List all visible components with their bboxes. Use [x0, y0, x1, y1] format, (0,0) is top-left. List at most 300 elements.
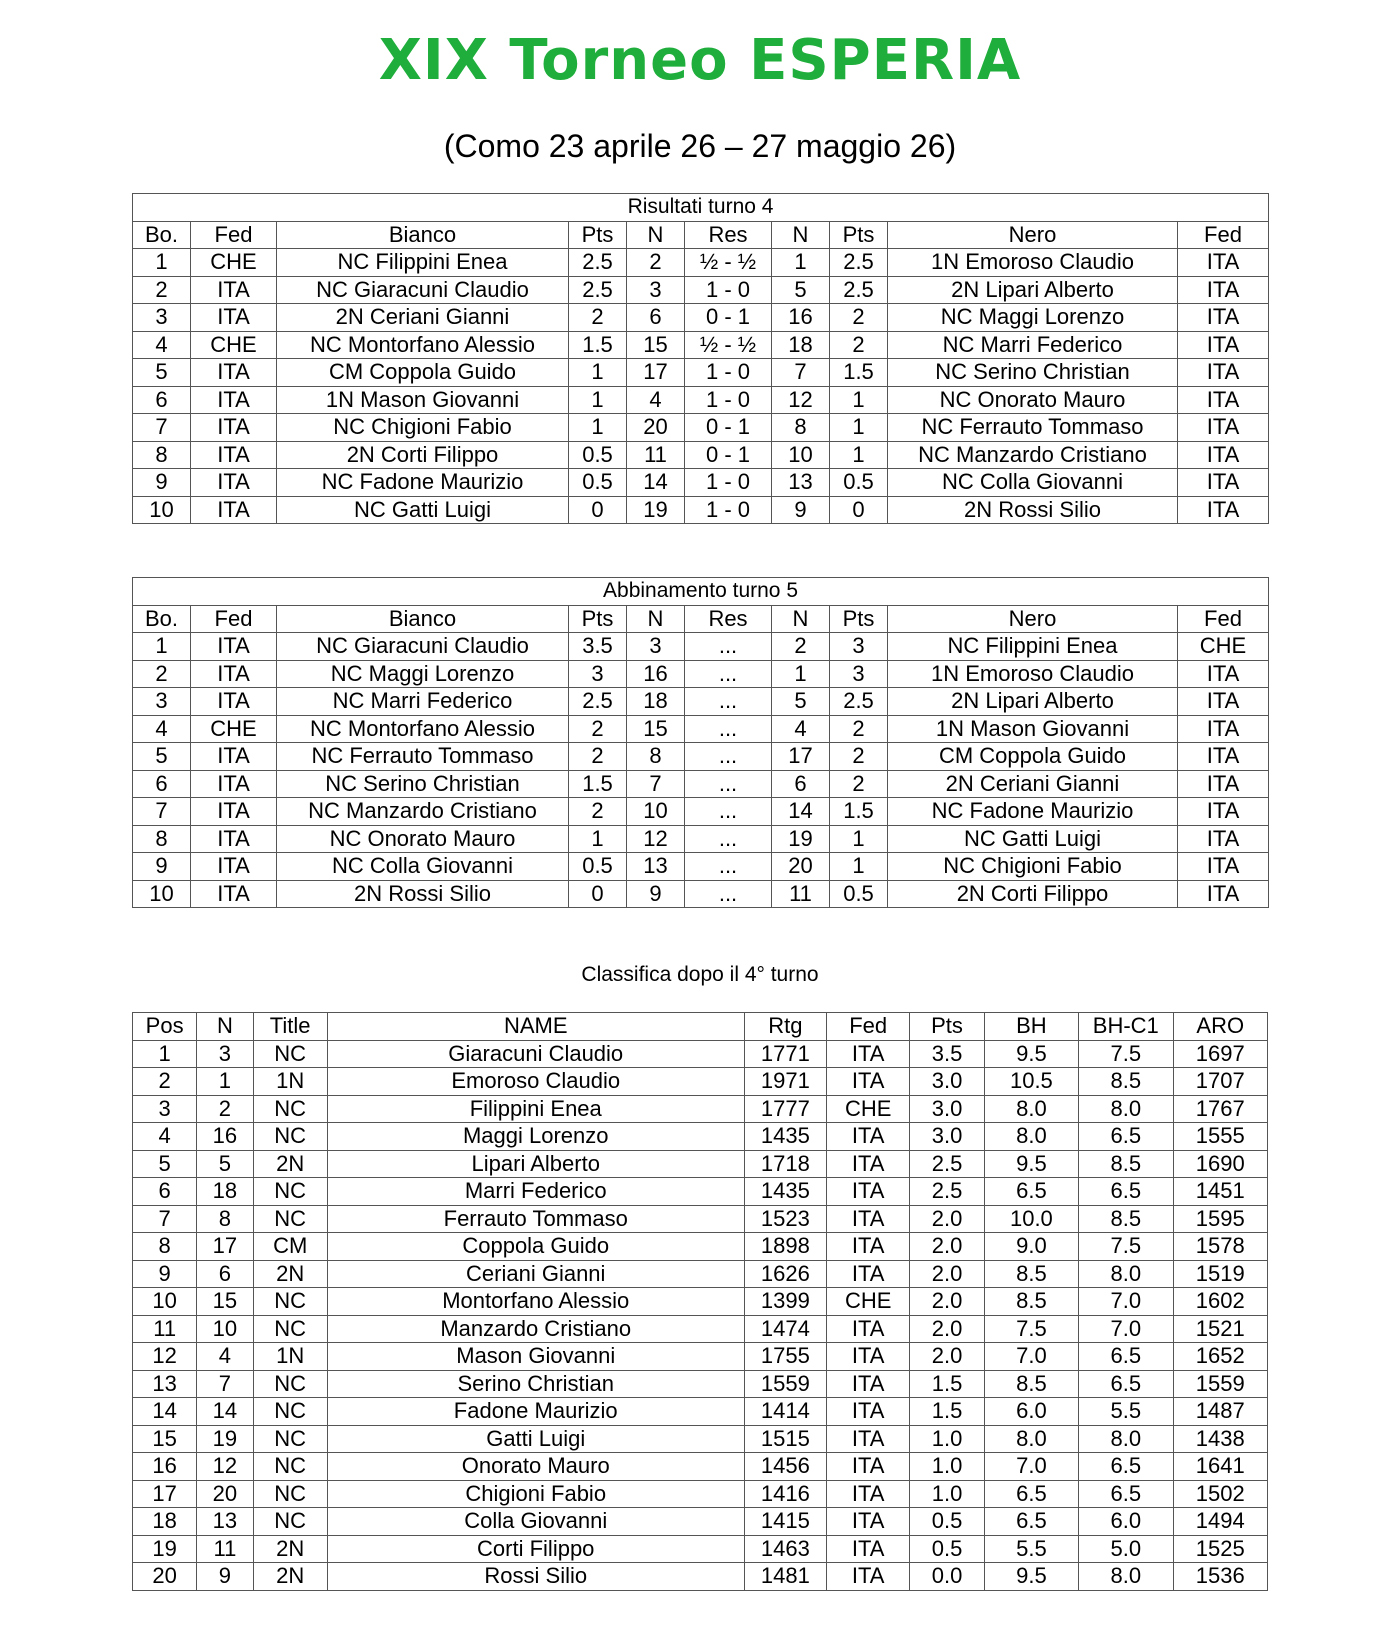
table-cell: 9: [133, 853, 191, 881]
header-cell: NAME: [327, 1013, 744, 1041]
table-cell: Chigioni Fabio: [327, 1480, 744, 1508]
table-cell: 8.5: [1079, 1068, 1173, 1096]
table-cell: ITA: [827, 1425, 910, 1453]
table-cell: 1438: [1173, 1425, 1268, 1453]
table-cell: 3: [133, 1095, 197, 1123]
table-cell: 16: [772, 304, 830, 332]
table-cell: 10: [772, 441, 830, 469]
pairings-caption: Abbinamento turno 5: [133, 578, 1269, 606]
table-cell: 0 - 1: [685, 304, 772, 332]
table-cell: ITA: [1178, 715, 1269, 743]
standings-header-row: [133, 1013, 1268, 1041]
table-cell: NC: [253, 1095, 327, 1123]
table-cell: Manzardo Cristiano: [327, 1315, 744, 1343]
results-row: [133, 304, 1269, 332]
standings-table: [132, 1012, 1268, 1591]
table-cell: NC Fadone Maurizio: [277, 469, 569, 497]
table-cell: ...: [685, 715, 772, 743]
table-cell: 9: [197, 1563, 253, 1591]
table-cell: ITA: [1178, 386, 1269, 414]
table-cell: 3.5: [910, 1040, 984, 1068]
table-cell: Ceriani Gianni: [327, 1260, 744, 1288]
table-cell: ITA: [191, 276, 277, 304]
standings-row: [133, 1233, 1268, 1261]
table-cell: 1690: [1173, 1150, 1268, 1178]
table-cell: CHE: [191, 331, 277, 359]
table-cell: NC Maggi Lorenzo: [277, 660, 569, 688]
table-cell: 1: [772, 660, 830, 688]
table-cell: 0: [830, 496, 888, 524]
table-cell: 0.5: [569, 469, 627, 497]
table-cell: ITA: [1178, 441, 1269, 469]
table-cell: 1: [772, 249, 830, 277]
table-cell: 2N Lipari Alberto: [888, 276, 1178, 304]
results-caption: Risultati turno 4: [133, 194, 1269, 222]
standings-row: [133, 1178, 1268, 1206]
table-cell: 1474: [744, 1315, 826, 1343]
table-cell: 3.0: [910, 1095, 984, 1123]
table-cell: 16: [197, 1123, 253, 1151]
table-cell: 1521: [1173, 1315, 1268, 1343]
table-cell: ITA: [827, 1178, 910, 1206]
standings-row: [133, 1068, 1268, 1096]
header-cell: Fed: [1178, 221, 1269, 249]
standings-row: [133, 1343, 1268, 1371]
table-cell: ITA: [191, 414, 277, 442]
table-cell: 15: [197, 1288, 253, 1316]
table-cell: 1435: [744, 1123, 826, 1151]
header-cell: Fed: [191, 605, 277, 633]
table-cell: ...: [685, 633, 772, 661]
table-cell: NC: [253, 1425, 327, 1453]
table-cell: 2.0: [910, 1233, 984, 1261]
table-cell: 2: [830, 743, 888, 771]
table-cell: 2: [830, 331, 888, 359]
results-row: [133, 359, 1269, 387]
table-cell: 8: [133, 441, 191, 469]
table-cell: 1: [830, 441, 888, 469]
table-cell: 2: [569, 304, 627, 332]
header-cell: ARO: [1173, 1013, 1268, 1041]
table-cell: 0: [569, 496, 627, 524]
table-cell: Colla Giovanni: [327, 1508, 744, 1536]
table-cell: NC Serino Christian: [888, 359, 1178, 387]
table-cell: 1.5: [830, 798, 888, 826]
table-cell: 13: [197, 1508, 253, 1536]
table-cell: ITA: [1178, 853, 1269, 881]
table-cell: 10: [197, 1315, 253, 1343]
table-cell: 1641: [1173, 1453, 1268, 1481]
table-cell: NC: [253, 1288, 327, 1316]
table-cell: 2: [830, 304, 888, 332]
table-cell: 2N: [253, 1535, 327, 1563]
table-cell: 1626: [744, 1260, 826, 1288]
results-row: [133, 414, 1269, 442]
table-cell: 6: [772, 770, 830, 798]
table-cell: 2N Corti Filippo: [277, 441, 569, 469]
table-cell: Serino Christian: [327, 1370, 744, 1398]
table-cell: 1414: [744, 1398, 826, 1426]
table-cell: 3.0: [910, 1068, 984, 1096]
table-cell: 12: [627, 825, 685, 853]
table-cell: ITA: [827, 1535, 910, 1563]
table-cell: 1: [569, 386, 627, 414]
table-cell: 1.5: [830, 359, 888, 387]
table-cell: 20: [197, 1480, 253, 1508]
header-cell: Pts: [910, 1013, 984, 1041]
table-cell: 2N Ceriani Gianni: [888, 770, 1178, 798]
table-cell: 1: [569, 825, 627, 853]
header-cell: Bianco: [277, 221, 569, 249]
pairings-row: [133, 798, 1269, 826]
table-cell: CHE: [191, 715, 277, 743]
header-cell: Bo.: [133, 605, 191, 633]
table-cell: 17: [133, 1480, 197, 1508]
table-cell: 1N Mason Giovanni: [888, 715, 1178, 743]
table-cell: ITA: [1178, 414, 1269, 442]
table-cell: 1399: [744, 1288, 826, 1316]
table-cell: ITA: [1178, 249, 1269, 277]
header-cell: Res: [685, 605, 772, 633]
table-cell: 3: [830, 660, 888, 688]
table-cell: 7: [133, 414, 191, 442]
table-cell: ITA: [827, 1040, 910, 1068]
table-cell: 0.5: [830, 469, 888, 497]
standings-row: [133, 1095, 1268, 1123]
table-cell: ITA: [827, 1563, 910, 1591]
table-cell: 8.5: [1079, 1150, 1173, 1178]
table-cell: 6.5: [1079, 1480, 1173, 1508]
results-row: [133, 331, 1269, 359]
table-cell: ITA: [827, 1315, 910, 1343]
table-cell: 1451: [1173, 1178, 1268, 1206]
table-cell: 13: [133, 1370, 197, 1398]
table-cell: Onorato Mauro: [327, 1453, 744, 1481]
standings-row: [133, 1370, 1268, 1398]
table-cell: 4: [772, 715, 830, 743]
table-cell: 2N: [253, 1150, 327, 1178]
pairings-row: [133, 853, 1269, 881]
table-cell: NC Colla Giovanni: [277, 853, 569, 881]
table-cell: ITA: [1178, 743, 1269, 771]
table-cell: Corti Filippo: [327, 1535, 744, 1563]
table-cell: NC: [253, 1508, 327, 1536]
table-cell: 1.0: [910, 1453, 984, 1481]
standings-row: [133, 1425, 1268, 1453]
table-cell: ITA: [1178, 798, 1269, 826]
table-cell: NC Marri Federico: [888, 331, 1178, 359]
results-header-row: [133, 221, 1269, 249]
table-cell: 1N Emoroso Claudio: [888, 249, 1178, 277]
table-cell: 1.5: [910, 1398, 984, 1426]
tournament-title: XIX Torneo ESPERIA: [378, 28, 1022, 93]
table-cell: 2.5: [830, 688, 888, 716]
table-cell: Coppola Guido: [327, 1233, 744, 1261]
table-cell: 18: [197, 1178, 253, 1206]
table-cell: 3: [627, 633, 685, 661]
table-cell: 3: [133, 688, 191, 716]
table-cell: NC Gatti Luigi: [888, 825, 1178, 853]
header-cell: Bianco: [277, 605, 569, 633]
table-cell: NC: [253, 1398, 327, 1426]
table-cell: Ferrauto Tommaso: [327, 1205, 744, 1233]
table-cell: 3.0: [910, 1123, 984, 1151]
table-cell: 2: [627, 249, 685, 277]
table-cell: NC Chigioni Fabio: [888, 853, 1178, 881]
table-cell: 2.5: [569, 688, 627, 716]
table-cell: ...: [685, 853, 772, 881]
table-cell: 6.5: [984, 1480, 1078, 1508]
table-cell: CHE: [191, 249, 277, 277]
table-cell: Giaracuni Claudio: [327, 1040, 744, 1068]
table-cell: 1: [133, 249, 191, 277]
table-cell: 19: [197, 1425, 253, 1453]
table-cell: 10: [133, 880, 191, 908]
table-cell: NC: [253, 1040, 327, 1068]
table-cell: 1697: [1173, 1040, 1268, 1068]
table-cell: ITA: [827, 1453, 910, 1481]
table-cell: 3: [627, 276, 685, 304]
table-cell: 8.5: [984, 1370, 1078, 1398]
table-cell: 3.5: [569, 633, 627, 661]
table-cell: 2N: [253, 1563, 327, 1591]
table-cell: 1: [830, 853, 888, 881]
table-cell: 2N Corti Filippo: [888, 880, 1178, 908]
table-cell: 10: [627, 798, 685, 826]
table-cell: 1536: [1173, 1563, 1268, 1591]
table-cell: 6.5: [1079, 1343, 1173, 1371]
pairings-row: [133, 880, 1269, 908]
table-cell: 16: [627, 660, 685, 688]
table-cell: 6: [133, 386, 191, 414]
table-cell: 0 - 1: [685, 414, 772, 442]
table-cell: 7.0: [1079, 1288, 1173, 1316]
table-cell: NC: [253, 1480, 327, 1508]
table-cell: ITA: [827, 1343, 910, 1371]
table-cell: 1: [830, 386, 888, 414]
table-cell: ...: [685, 660, 772, 688]
header-cell: Nero: [888, 605, 1178, 633]
pairings-header-row: [133, 605, 1269, 633]
table-cell: 8.0: [984, 1123, 1078, 1151]
table-cell: 2: [133, 660, 191, 688]
table-cell: 1898: [744, 1233, 826, 1261]
header-cell: BH: [984, 1013, 1078, 1041]
table-cell: 1N: [253, 1068, 327, 1096]
table-cell: 2: [133, 1068, 197, 1096]
table-cell: NC Gatti Luigi: [277, 496, 569, 524]
table-cell: 14: [133, 1398, 197, 1426]
pairings-row: [133, 688, 1269, 716]
table-cell: 1777: [744, 1095, 826, 1123]
table-cell: 15: [133, 1425, 197, 1453]
table-cell: NC: [253, 1205, 327, 1233]
table-cell: 4: [197, 1343, 253, 1371]
table-cell: 8.0: [1079, 1260, 1173, 1288]
table-cell: Gatti Luigi: [327, 1425, 744, 1453]
table-cell: 2.5: [569, 276, 627, 304]
pairings-row: [133, 633, 1269, 661]
table-cell: 0.5: [569, 853, 627, 881]
table-cell: 13: [772, 469, 830, 497]
table-cell: 5: [772, 276, 830, 304]
table-cell: 20: [772, 853, 830, 881]
standings-row: [133, 1288, 1268, 1316]
table-cell: 8.5: [984, 1288, 1078, 1316]
table-cell: 2: [569, 743, 627, 771]
header-cell: N: [197, 1013, 253, 1041]
table-cell: 1595: [1173, 1205, 1268, 1233]
table-cell: 5.5: [1079, 1398, 1173, 1426]
table-cell: 5: [197, 1150, 253, 1178]
table-cell: 0.5: [910, 1508, 984, 1536]
table-cell: NC Serino Christian: [277, 770, 569, 798]
table-cell: 4: [133, 1123, 197, 1151]
table-cell: 1 - 0: [685, 496, 772, 524]
table-cell: 1767: [1173, 1095, 1268, 1123]
table-cell: 12: [133, 1343, 197, 1371]
standings-row: [133, 1398, 1268, 1426]
results-row: [133, 496, 1269, 524]
table-cell: ITA: [191, 798, 277, 826]
table-cell: 10: [133, 1288, 197, 1316]
table-cell: 1559: [744, 1370, 826, 1398]
table-cell: 6: [627, 304, 685, 332]
table-cell: 9.0: [984, 1233, 1078, 1261]
table-cell: 0.5: [910, 1535, 984, 1563]
table-cell: 8: [197, 1205, 253, 1233]
table-cell: 20: [627, 414, 685, 442]
table-cell: 2.5: [910, 1150, 984, 1178]
header-cell: Pos: [133, 1013, 197, 1041]
table-cell: 7.0: [1079, 1315, 1173, 1343]
table-cell: CHE: [827, 1288, 910, 1316]
table-cell: 2.0: [910, 1205, 984, 1233]
table-cell: 2: [569, 715, 627, 743]
table-cell: 1481: [744, 1563, 826, 1591]
table-cell: NC Filippini Enea: [277, 249, 569, 277]
standings-row: [133, 1480, 1268, 1508]
table-cell: CM Coppola Guido: [277, 359, 569, 387]
table-cell: 3: [569, 660, 627, 688]
table-cell: 8.5: [1079, 1205, 1173, 1233]
table-cell: 6.5: [1079, 1453, 1173, 1481]
table-cell: 12: [772, 386, 830, 414]
header-cell: Fed: [827, 1013, 910, 1041]
table-cell: Marri Federico: [327, 1178, 744, 1206]
table-cell: CM Coppola Guido: [888, 743, 1178, 771]
table-cell: 1 - 0: [685, 359, 772, 387]
table-cell: ITA: [827, 1370, 910, 1398]
table-cell: 2.0: [910, 1260, 984, 1288]
table-cell: ½ - ½: [685, 249, 772, 277]
table-cell: 4: [627, 386, 685, 414]
table-cell: ITA: [191, 743, 277, 771]
table-cell: 6.0: [984, 1398, 1078, 1426]
table-cell: Rossi Silio: [327, 1563, 744, 1591]
table-cell: NC Marri Federico: [277, 688, 569, 716]
table-cell: 11: [133, 1315, 197, 1343]
results-row: [133, 441, 1269, 469]
table-cell: 5: [133, 359, 191, 387]
table-cell: 1.5: [569, 331, 627, 359]
table-cell: ...: [685, 770, 772, 798]
standings-row: [133, 1040, 1268, 1068]
pairings-row: [133, 770, 1269, 798]
table-cell: ITA: [827, 1205, 910, 1233]
table-cell: 9: [772, 496, 830, 524]
table-cell: 2: [830, 715, 888, 743]
table-cell: NC Giaracuni Claudio: [277, 276, 569, 304]
table-cell: 6.5: [984, 1178, 1078, 1206]
table-cell: NC Chigioni Fabio: [277, 414, 569, 442]
table-cell: 0.5: [830, 880, 888, 908]
table-cell: 1: [133, 633, 191, 661]
table-cell: 7: [133, 1205, 197, 1233]
standings-row: [133, 1205, 1268, 1233]
table-cell: 1.5: [910, 1370, 984, 1398]
table-cell: NC Maggi Lorenzo: [888, 304, 1178, 332]
table-cell: 7: [197, 1370, 253, 1398]
table-cell: 1N Mason Giovanni: [277, 386, 569, 414]
table-cell: 2N Lipari Alberto: [888, 688, 1178, 716]
table-cell: ITA: [191, 469, 277, 497]
table-cell: NC Colla Giovanni: [888, 469, 1178, 497]
table-cell: CHE: [1178, 633, 1269, 661]
pairings-row: [133, 715, 1269, 743]
table-cell: 1N Emoroso Claudio: [888, 660, 1178, 688]
table-cell: 9.5: [984, 1150, 1078, 1178]
table-cell: 1: [569, 414, 627, 442]
pairings-row: [133, 743, 1269, 771]
table-cell: ITA: [191, 441, 277, 469]
table-cell: 0: [569, 880, 627, 908]
table-cell: NC Giaracuni Claudio: [277, 633, 569, 661]
table-cell: 1652: [1173, 1343, 1268, 1371]
table-cell: ITA: [1178, 469, 1269, 497]
table-cell: 1.0: [910, 1480, 984, 1508]
table-cell: 1559: [1173, 1370, 1268, 1398]
table-cell: 14: [772, 798, 830, 826]
table-cell: ITA: [191, 880, 277, 908]
table-cell: 1463: [744, 1535, 826, 1563]
table-cell: Emoroso Claudio: [327, 1068, 744, 1096]
table-cell: 1755: [744, 1343, 826, 1371]
table-cell: NC Ferrauto Tommaso: [888, 414, 1178, 442]
table-cell: CM: [253, 1233, 327, 1261]
table-cell: ITA: [1178, 660, 1269, 688]
header-cell: N: [627, 221, 685, 249]
table-cell: 17: [197, 1233, 253, 1261]
table-cell: ITA: [1178, 331, 1269, 359]
table-cell: 6.0: [1079, 1508, 1173, 1536]
header-cell: Pts: [830, 221, 888, 249]
table-cell: 1602: [1173, 1288, 1268, 1316]
table-cell: NC Filippini Enea: [888, 633, 1178, 661]
header-cell: Fed: [191, 221, 277, 249]
table-cell: 1.0: [910, 1425, 984, 1453]
table-cell: Montorfano Alessio: [327, 1288, 744, 1316]
table-cell: 1523: [744, 1205, 826, 1233]
table-cell: 7.5: [1079, 1233, 1173, 1261]
header-cell: Fed: [1178, 605, 1269, 633]
table-cell: 1N: [253, 1343, 327, 1371]
table-cell: 3: [830, 633, 888, 661]
table-cell: 1515: [744, 1425, 826, 1453]
table-cell: ITA: [191, 496, 277, 524]
table-cell: 8.0: [984, 1425, 1078, 1453]
table-cell: ITA: [191, 633, 277, 661]
